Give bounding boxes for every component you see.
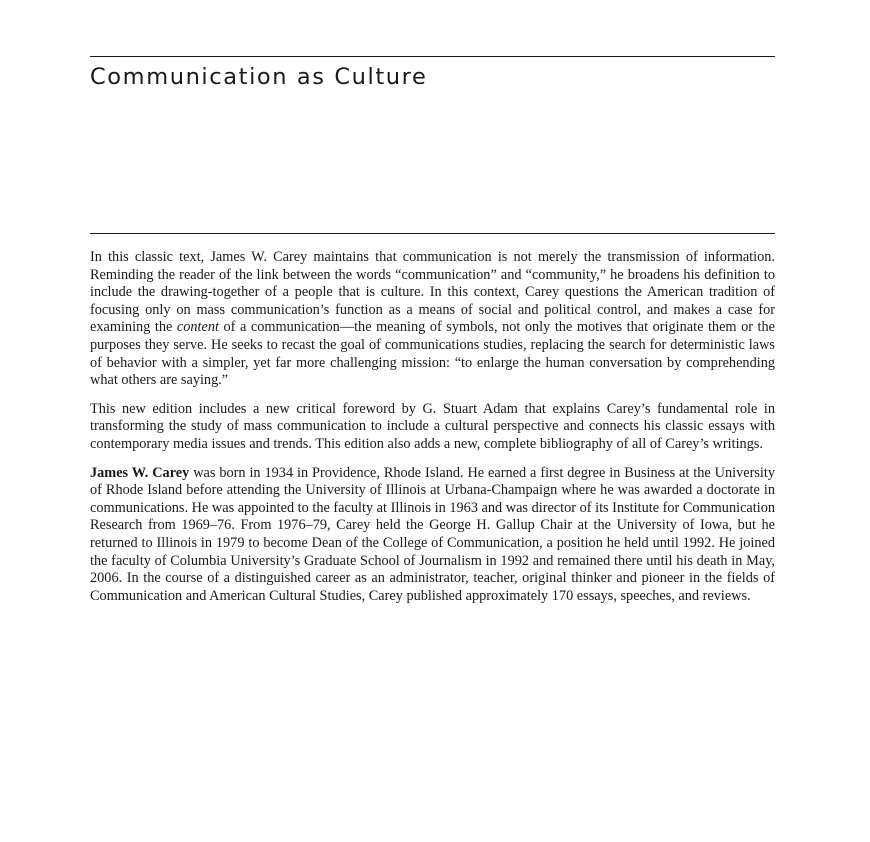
paragraph-author-bio: [90, 465, 775, 606]
book-page: [90, 0, 775, 842]
summary-text-end: of a communication—the meaning of symbols, not only the motives that originate them or the purposes they serve. He seeks to recast the goal of communications studies, replacing the search for deterministic laws of behavior with a simpler, yet far more challenging mission: “to enlarge the human conversation by comprehending what others are saying.”: [90, 319, 775, 389]
page-title: Communication as Culture: [90, 64, 428, 90]
summary-italic-word: content: [176, 319, 219, 336]
top-rule: [90, 56, 775, 57]
paragraph-new-edition: This new edition includes a new critical foreword by G. Stuart Adam that explains Carey’s fundamental role in transforming the study of mass communication to include a cultural perspective and connects his classic essays with contemporary media issues and trends. This edition also adds a new, complete bibliography of all of Carey’s writings.: [90, 400, 775, 452]
title-divider-rule: [90, 233, 775, 234]
description-text: [90, 249, 775, 616]
author-name: James W. Carey: [90, 464, 190, 481]
author-bio-text: was born in 1934 in Providence, Rhode Island. He earned a first degree in Business at the University of Rhode Island before attending the University of Illinois at Urbana-Champaign where he was awarded a doctorate in communications. He was appointed to the faculty at Illinois in 1963 and was director of its Institute for Communication Research from 1969–76. From 1976–79, Carey held the George H. Gallup Chair at the University of Iowa, but he returned to Illinois in 1979 to become Dean of the College of Communication, a position he held until 1992. He joined the faculty of Columbia University’s Graduate School of Journalism in 1992 and remained there until his death in May, 2006. In the course of a distinguished career as an administrator, teacher, original thinker and pioneer in the fields of Communication and American Cultural Studies, Carey published approximately 170 essays, speeches, and reviews.: [90, 464, 775, 604]
paragraph-summary: [90, 249, 775, 390]
summary-text-start: In this classic text, James W. Carey maintains that communication is not merely the transmission of information. Reminding the reader of the link between the words “communication” and “community,” he broadens his definition to include the drawing-together of a people that is culture. In this context, Carey questions the American tradition of focusing only on mass communication’s function as a means of social and political control, and makes a case for examining the: [90, 249, 775, 336]
